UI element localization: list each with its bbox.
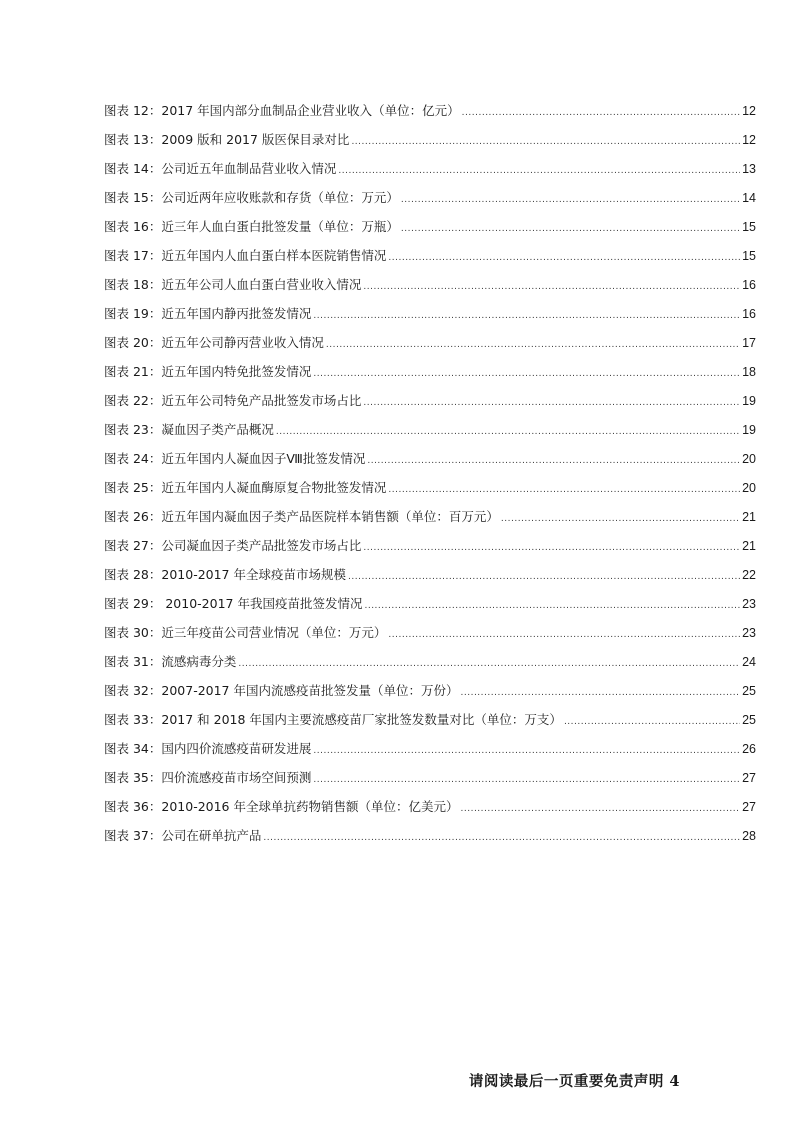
toc-dot-leader [363, 277, 740, 297]
toc-entry-title: 图表 18：近五年公司人血白蛋白营业收入情况 [104, 277, 362, 292]
toc-dot-leader [501, 509, 740, 529]
toc-entry[interactable] [104, 710, 756, 739]
toc-entry-page-number: 22 [742, 568, 756, 582]
toc-entry-title: 图表 28：2010-2017 年全球疫苗市场规模 [104, 567, 346, 582]
toc-entry-page-number: 23 [742, 626, 756, 640]
toc-entry[interactable] [104, 449, 756, 478]
toc-entry-page-number: 21 [742, 539, 756, 553]
toc-entry[interactable] [104, 159, 756, 188]
toc-entry-page-number: 15 [742, 220, 756, 234]
toc-entry-title: 图表 29： 2010-2017 年我国疫苗批签发情况 [104, 596, 363, 611]
disclaimer-footer: 请阅读最后一页重要免责声明 4 [468, 1073, 680, 1090]
toc-dot-leader [461, 799, 741, 819]
toc-entry[interactable] [104, 130, 756, 159]
toc-entry-page-number: 20 [742, 481, 756, 495]
toc-dot-leader [564, 712, 740, 732]
toc-entry[interactable] [104, 304, 756, 333]
toc-entry-title: 图表 33：2017 和 2018 年国内主要流感疫苗厂家批签发数量对比（单位：万支） [104, 712, 562, 727]
toc-dot-leader [388, 480, 740, 500]
toc-entry-title: 图表 36：2010-2016 年全球单抗药物销售额（单位：亿美元） [104, 799, 459, 814]
toc-entry-page-number: 15 [742, 249, 756, 263]
toc-entry-title: 图表 24：近五年国内人凝血因子Ⅷ批签发情况 [104, 451, 366, 466]
toc-entry-title: 图表 31：流感病毒分类 [104, 654, 237, 669]
toc-entry-page-number: 27 [742, 800, 756, 814]
toc-entry[interactable] [104, 652, 756, 681]
toc-dot-leader [263, 828, 740, 848]
toc-entry[interactable] [104, 681, 756, 710]
toc-entry-page-number: 18 [742, 365, 756, 379]
toc-entry[interactable] [104, 565, 756, 594]
toc-entry-page-number: 28 [742, 829, 756, 843]
toc-dot-leader [276, 422, 740, 442]
toc-entry[interactable] [104, 246, 756, 275]
toc-entry-title: 图表 17：近五年国内人血白蛋白样本医院销售情况 [104, 248, 387, 263]
toc-entry-page-number: 25 [742, 713, 756, 727]
toc-entry-page-number: 27 [742, 771, 756, 785]
toc-entry[interactable] [104, 478, 756, 507]
toc-entry-page-number: 19 [742, 394, 756, 408]
toc-entry-page-number: 12 [742, 104, 756, 118]
toc-entry[interactable] [104, 333, 756, 362]
toc-entry-page-number: 13 [742, 162, 756, 176]
toc-entry[interactable] [104, 768, 756, 797]
toc-entry-page-number: 16 [742, 307, 756, 321]
toc-entry[interactable] [104, 623, 756, 652]
toc-dot-leader [401, 190, 740, 210]
toc-entry-page-number: 25 [742, 684, 756, 698]
toc-entry-page-number: 26 [742, 742, 756, 756]
toc-dot-leader [388, 248, 740, 268]
toc-dot-leader [313, 741, 740, 761]
toc-dot-leader [313, 770, 740, 790]
toc-entry-page-number: 17 [742, 336, 756, 350]
toc-entry-title: 图表 19：近五年国内静丙批签发情况 [104, 306, 312, 321]
toc-dot-leader [238, 654, 740, 674]
toc-entry-title: 图表 21：近五年国内特免批签发情况 [104, 364, 312, 379]
toc-dot-leader [326, 335, 740, 355]
toc-entry-title: 图表 26：近五年国内凝血因子类产品医院样本销售额（单位：百万元） [104, 509, 499, 524]
toc-entry-title: 图表 13：2009 版和 2017 版医保目录对比 [104, 132, 350, 147]
toc-dot-leader [364, 596, 740, 616]
toc-entry-page-number: 16 [742, 278, 756, 292]
toc-entry-page-number: 24 [742, 655, 756, 669]
toc-entry[interactable] [104, 275, 756, 304]
toc-entry-page-number: 20 [742, 452, 756, 466]
toc-entry-title: 图表 34：国内四价流感疫苗研发进展 [104, 741, 312, 756]
toc-entry[interactable] [104, 420, 756, 449]
toc-dot-leader [388, 625, 740, 645]
toc-entry-title: 图表 32：2007-2017 年国内流感疫苗批签发量（单位：万份） [104, 683, 459, 698]
toc-dot-leader [401, 219, 740, 239]
toc-entry[interactable] [104, 507, 756, 536]
toc-entry[interactable] [104, 362, 756, 391]
toc-dot-leader [348, 567, 740, 587]
toc-entry[interactable] [104, 739, 756, 768]
toc-entry-title: 图表 23：凝血因子类产品概况 [104, 422, 274, 437]
toc-dot-leader [363, 393, 740, 413]
toc-dot-leader [461, 683, 741, 703]
toc-dot-leader [313, 306, 740, 326]
toc-entry-title: 图表 20：近五年公司静丙营业收入情况 [104, 335, 324, 350]
toc-dot-leader [338, 161, 740, 181]
toc-entry-title: 图表 37：公司在研单抗产品 [104, 828, 262, 843]
toc-dot-leader [313, 364, 740, 384]
toc-entry[interactable] [104, 594, 756, 623]
toc-dot-leader [462, 103, 740, 123]
toc-entry-title: 图表 15：公司近两年应收账款和存货（单位：万元） [104, 190, 399, 205]
toc-entry-title: 图表 35：四价流感疫苗市场空间预测 [104, 770, 312, 785]
toc-entry-title: 图表 25：近五年国内人凝血酶原复合物批签发情况 [104, 480, 387, 495]
toc-entry[interactable] [104, 826, 756, 855]
toc-entry-title: 图表 16：近三年人血白蛋白批签发量（单位：万瓶） [104, 219, 399, 234]
toc-entry[interactable] [104, 391, 756, 420]
toc-entry[interactable] [104, 536, 756, 565]
toc-dot-leader [363, 538, 740, 558]
toc-entry[interactable] [104, 101, 756, 130]
toc-entry-title: 图表 30：近三年疫苗公司营业情况（单位：万元） [104, 625, 387, 640]
toc-entry-title: 图表 12：2017 年国内部分血制品企业营业收入（单位：亿元） [104, 103, 460, 118]
toc-entry-page-number: 19 [742, 423, 756, 437]
toc-entry-page-number: 14 [742, 191, 756, 205]
toc-entry[interactable] [104, 188, 756, 217]
toc-dot-leader [367, 451, 740, 471]
toc-entry[interactable] [104, 797, 756, 826]
toc-entry-title: 图表 14：公司近五年血制品营业收入情况 [104, 161, 337, 176]
toc-entry-page-number: 12 [742, 133, 756, 147]
toc-entry-title: 图表 22：近五年公司特免产品批签发市场占比 [104, 393, 362, 408]
toc-entry[interactable] [104, 217, 756, 246]
toc-dot-leader [351, 132, 740, 152]
toc-entry-page-number: 21 [742, 510, 756, 524]
toc-entry-page-number: 23 [742, 597, 756, 611]
toc-entry-title: 图表 27：公司凝血因子类产品批签发市场占比 [104, 538, 362, 553]
table-of-figures [104, 101, 756, 855]
